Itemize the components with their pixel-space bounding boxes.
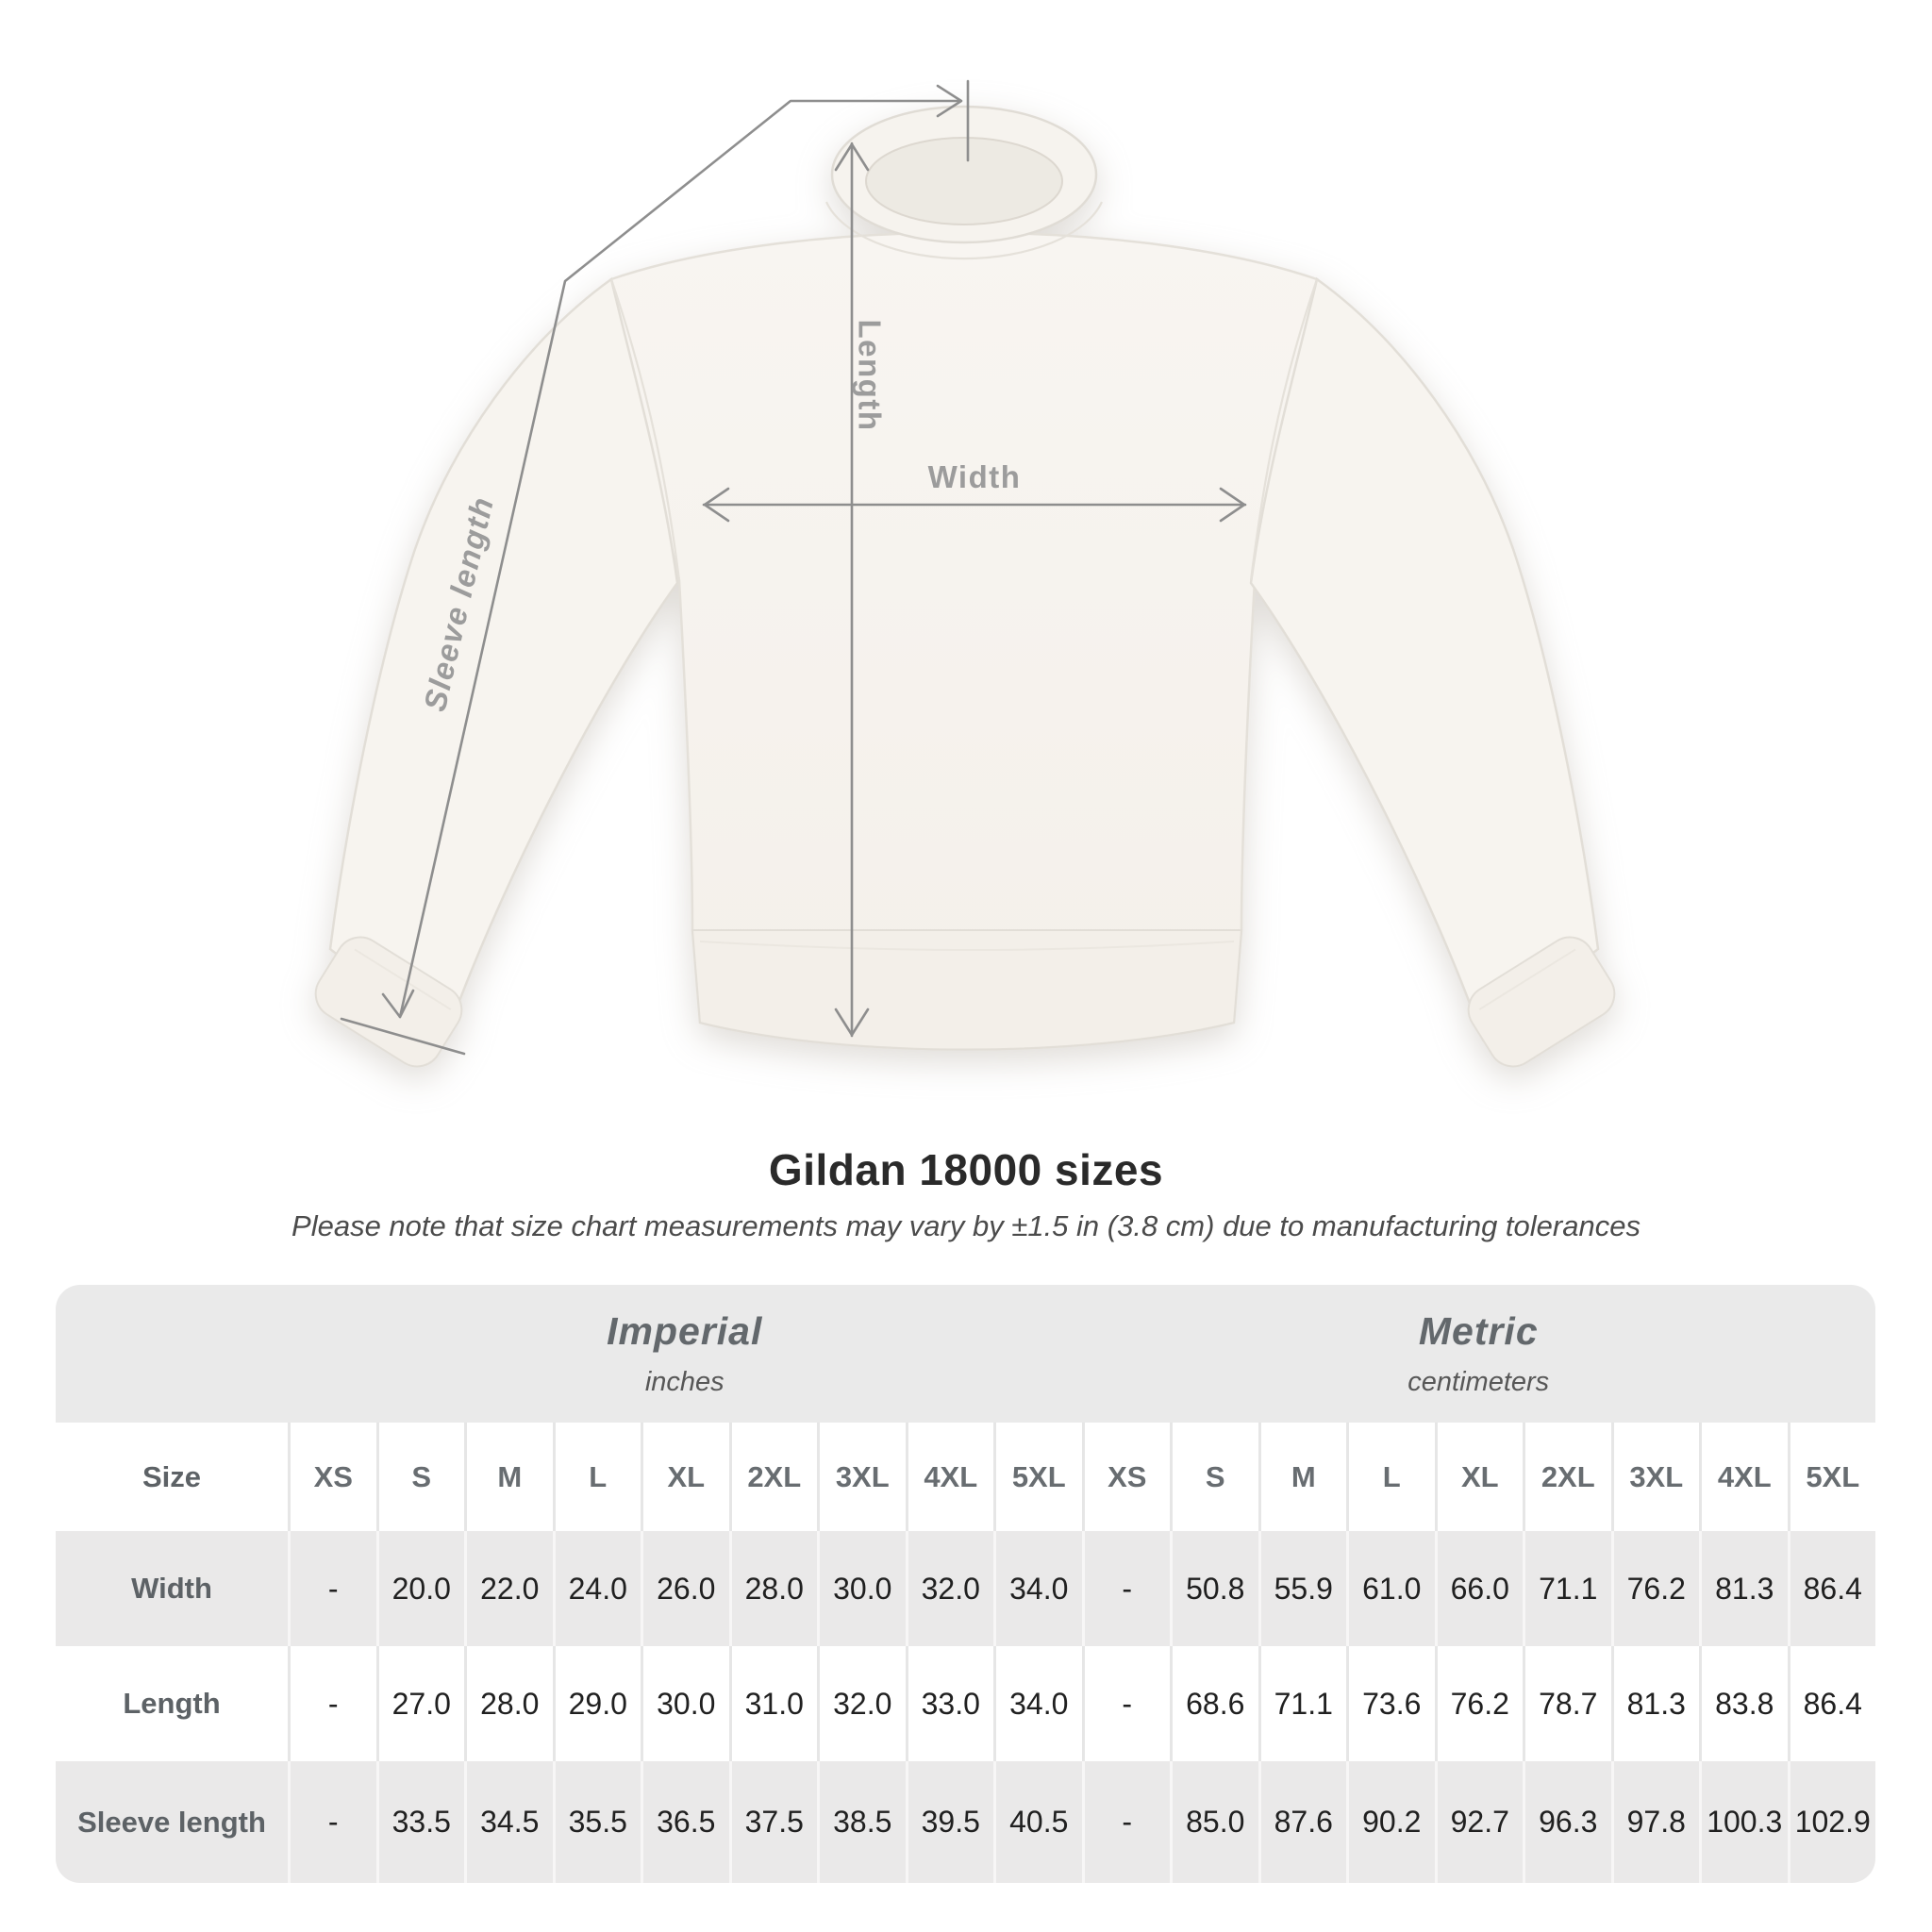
value-cell-metric: 87.6 — [1258, 1761, 1347, 1883]
imperial-title: Imperial — [607, 1309, 763, 1353]
value-cell-metric: 86.4 — [1788, 1646, 1876, 1761]
unit-band-spacer — [56, 1285, 288, 1423]
size-header-imperial-xl: XL — [641, 1423, 729, 1531]
value-cell-imperial: 28.0 — [464, 1646, 553, 1761]
value-cell-imperial: 32.0 — [817, 1646, 906, 1761]
metric-unit: centimeters — [1407, 1367, 1550, 1397]
size-header-imperial-4xl: 4XL — [906, 1423, 994, 1531]
value-cell-metric: 83.8 — [1699, 1646, 1788, 1761]
size-header-imperial-5xl: 5XL — [993, 1423, 1082, 1531]
size-header-metric-s: S — [1170, 1423, 1258, 1531]
value-cell-imperial: 35.5 — [553, 1761, 641, 1883]
row-label-sleeve-length: Sleeve length — [56, 1761, 288, 1883]
value-cell-imperial: - — [288, 1531, 376, 1646]
value-cell-imperial: 28.0 — [729, 1531, 818, 1646]
metric-title: Metric — [1418, 1309, 1539, 1353]
waistband — [692, 930, 1241, 1050]
width-label: Width — [927, 459, 1022, 494]
value-cell-metric: 73.6 — [1346, 1646, 1435, 1761]
size-header-imperial-3xl: 3XL — [817, 1423, 906, 1531]
tolerance-note: Please note that size chart measurements may vary by ±1.5 in (3.8 cm) due to manufacturing tolerances — [291, 1209, 1641, 1242]
value-cell-imperial: 30.0 — [817, 1531, 906, 1646]
value-cell-metric: 68.6 — [1170, 1646, 1258, 1761]
value-cell-metric: 102.9 — [1788, 1761, 1876, 1883]
length-label: Length — [852, 319, 888, 432]
value-cell-imperial: 20.0 — [376, 1531, 465, 1646]
imperial-header — [288, 1285, 1082, 1423]
size-table — [56, 1285, 1875, 1883]
value-cell-imperial: 33.0 — [906, 1646, 994, 1761]
value-cell-metric: 100.3 — [1699, 1761, 1788, 1883]
size-column-header: Size — [56, 1423, 288, 1531]
value-cell-metric: 78.7 — [1523, 1646, 1611, 1761]
size-header-imperial-m: M — [464, 1423, 553, 1531]
sweatshirt-photo — [307, 107, 1624, 1075]
value-cell-imperial: 30.0 — [641, 1646, 729, 1761]
size-header-metric-3xl: 3XL — [1611, 1423, 1700, 1531]
size-header-imperial-2xl: 2XL — [729, 1423, 818, 1531]
size-header-imperial-s: S — [376, 1423, 465, 1531]
value-cell-imperial: 38.5 — [817, 1761, 906, 1883]
value-cell-metric: 61.0 — [1346, 1531, 1435, 1646]
value-cell-metric: 71.1 — [1258, 1646, 1347, 1761]
value-cell-imperial: 24.0 — [553, 1531, 641, 1646]
value-cell-imperial: 34.0 — [993, 1531, 1082, 1646]
value-cell-imperial: 32.0 — [906, 1531, 994, 1646]
imperial-unit: inches — [644, 1367, 724, 1397]
value-cell-imperial: 26.0 — [641, 1531, 729, 1646]
size-header-metric-5xl: 5XL — [1788, 1423, 1876, 1531]
size-header-imperial-xs: XS — [288, 1423, 376, 1531]
size-header-metric-4xl: 4XL — [1699, 1423, 1788, 1531]
value-cell-metric: 76.2 — [1611, 1531, 1700, 1646]
row-label-length: Length — [56, 1646, 288, 1761]
value-cell-metric: 81.3 — [1699, 1531, 1788, 1646]
value-cell-metric: 66.0 — [1435, 1531, 1524, 1646]
value-cell-metric: 85.0 — [1170, 1761, 1258, 1883]
value-cell-imperial: 27.0 — [376, 1646, 465, 1761]
value-cell-imperial: 39.5 — [906, 1761, 994, 1883]
value-cell-metric: 86.4 — [1788, 1531, 1876, 1646]
size-header-metric-l: L — [1346, 1423, 1435, 1531]
value-cell-metric: 97.8 — [1611, 1761, 1700, 1883]
value-cell-imperial: - — [288, 1761, 376, 1883]
sleeve-length-label: Sleeve length — [416, 492, 501, 715]
metric-header — [1082, 1285, 1876, 1423]
value-cell-metric: 71.1 — [1523, 1531, 1611, 1646]
row-label-width: Width — [56, 1531, 288, 1646]
value-cell-imperial: 37.5 — [729, 1761, 818, 1883]
value-cell-imperial: 34.5 — [464, 1761, 553, 1883]
value-cell-imperial: 31.0 — [729, 1646, 818, 1761]
value-cell-imperial: 29.0 — [553, 1646, 641, 1761]
value-cell-metric: 90.2 — [1346, 1761, 1435, 1883]
size-header-metric-m: M — [1258, 1423, 1347, 1531]
size-header-metric-xl: XL — [1435, 1423, 1524, 1531]
value-cell-metric: - — [1082, 1646, 1171, 1761]
value-cell-metric: 76.2 — [1435, 1646, 1524, 1761]
value-cell-imperial: 40.5 — [993, 1761, 1082, 1883]
value-cell-imperial: 34.0 — [993, 1646, 1082, 1761]
value-cell-metric: - — [1082, 1761, 1171, 1883]
value-cell-metric: 50.8 — [1170, 1531, 1258, 1646]
size-header-metric-xs: XS — [1082, 1423, 1171, 1531]
value-cell-metric: 81.3 — [1611, 1646, 1700, 1761]
value-cell-metric: 55.9 — [1258, 1531, 1347, 1646]
size-header-metric-2xl: 2XL — [1523, 1423, 1611, 1531]
value-cell-metric: - — [1082, 1531, 1171, 1646]
value-cell-imperial: 36.5 — [641, 1761, 729, 1883]
value-cell-imperial: - — [288, 1646, 376, 1761]
value-cell-imperial: 22.0 — [464, 1531, 553, 1646]
page-title: Gildan 18000 sizes — [768, 1145, 1164, 1194]
value-cell-metric: 96.3 — [1523, 1761, 1611, 1883]
value-cell-imperial: 33.5 — [376, 1761, 465, 1883]
value-cell-metric: 92.7 — [1435, 1761, 1524, 1883]
size-header-imperial-l: L — [553, 1423, 641, 1531]
